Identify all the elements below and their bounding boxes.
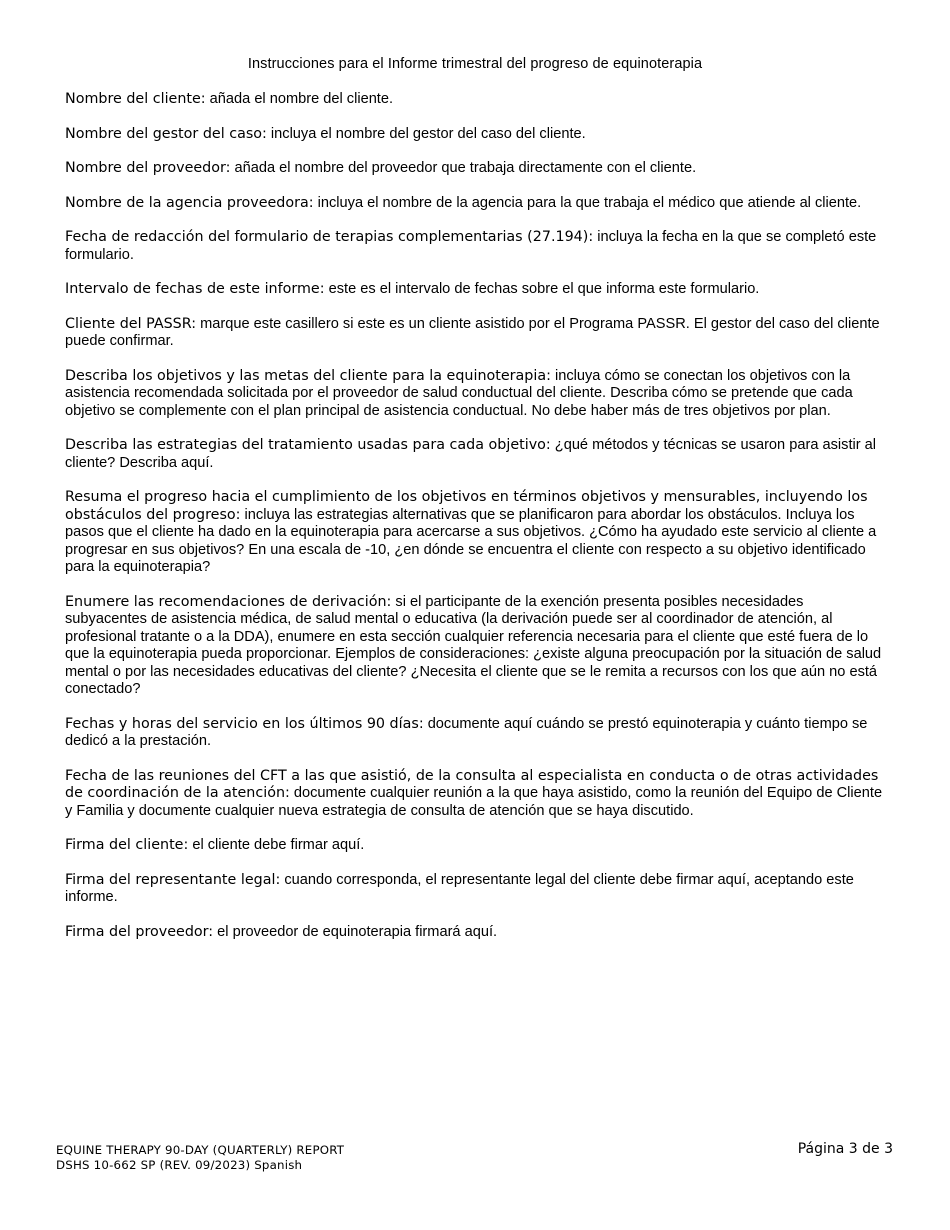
section-legal-rep-signature	[65, 872, 885, 907]
section-text: añada el nombre del proveedor que trabaja directamente con el cliente.	[230, 160, 697, 176]
section-text: incluya cómo se conectan los objetivos con la asistencia recomendada solicitada por el proveedor de salud conductual del cliente. Describa cómo se pretende que cada objetivo se complemente con el plan principal de asistencia conductual. No debe haber más de tres objetivos por plan.	[65, 367, 853, 419]
footer-form-number: DSHS 10-662 SP (REV. 09/2023) Spanish	[56, 1158, 303, 1172]
section-goals	[65, 368, 885, 421]
section-case-manager	[65, 126, 885, 144]
section-label: Enumere las recomendaciones de derivación:	[65, 593, 392, 610]
section-text: documente cualquier reunión a la que haya asistido, como la reunión del Equipo de Cliente y Familia y documente cualquier nueva estrategia de consulta de atención que se haya discutido.	[65, 785, 883, 819]
section-client-name	[65, 91, 885, 109]
section-text: incluya la fecha en la que se completó este formulario.	[65, 229, 877, 263]
section-label: Fecha de redacción del formulario de terapias complementarias (27.194):	[65, 229, 594, 245]
section-text: el proveedor de equinoterapia firmará aquí.	[213, 923, 498, 940]
section-provider-agency	[65, 195, 885, 213]
section-progress-summary	[65, 489, 885, 577]
page-title: Instrucciones para el Informe trimestral del progreso de equinoterapia	[247, 56, 703, 72]
section-label: Resuma el progreso hacia el cumplimiento de los objetivos en términos objetivos y mensurables, incluyendo los obstáculos del progreso:	[65, 489, 868, 523]
section-label: Nombre de la agencia proveedora:	[65, 194, 314, 211]
footer-form-info	[56, 1143, 344, 1173]
section-text: cuando corresponda, el representante legal del cliente debe firmar aquí, aceptando este informe.	[65, 871, 854, 905]
section-text: incluya el nombre de la agencia para la que trabaja el médico que atiende al cliente.	[313, 194, 862, 211]
section-client-signature	[65, 837, 885, 855]
section-passr-client	[65, 316, 885, 351]
section-label: Firma del cliente:	[65, 837, 189, 853]
section-service-dates	[65, 716, 885, 751]
section-text: añada el nombre del cliente.	[205, 91, 394, 107]
section-label: Fechas y horas del servicio en los últimos 90 días:	[65, 715, 424, 732]
section-provider-name	[65, 160, 885, 178]
section-text: marque este casillero si este es un cliente asistido por el Programa PASSR. El gestor del caso del cliente puede confirmar.	[65, 315, 880, 349]
section-label: Nombre del gestor del caso:	[65, 125, 267, 142]
section-text: ¿qué métodos y técnicas se usaron para asistir al cliente? Describa aquí.	[65, 437, 877, 471]
section-text: incluya las estrategias alternativas que se planificaron para abordar los obstáculos. Incluya los pasos que el cliente ha dado en la equinoterapia para acercarse a sus objetivos. ¿Cómo ha ayudado este servicio al cliente a progresar en sus objetivos? En una escala de -10, ¿en dónde se encuentra el cliente con respecto a su objetivo identificado para la equinoterapia?	[65, 506, 877, 575]
page-number: Página 3 de 3	[797, 1141, 893, 1157]
section-provider-signature	[65, 924, 885, 942]
section-text: documente aquí cuándo se prestó equinoterapia y cuánto tiempo se dedicó a la prestación.	[65, 715, 868, 749]
section-label: Intervalo de fechas de este informe:	[65, 281, 325, 297]
section-label: Cliente del PASSR:	[65, 315, 197, 332]
section-text: el cliente debe firmar aquí.	[188, 837, 365, 853]
section-text: incluya el nombre del gestor del caso del cliente.	[266, 125, 586, 142]
section-text: este es el intervalo de fechas sobre el que informa este formulario.	[324, 281, 760, 297]
section-form-date	[65, 229, 885, 264]
section-label: Nombre del cliente:	[65, 91, 206, 107]
section-label: Firma del representante legal:	[65, 871, 281, 888]
footer-form-name: EQUINE THERAPY 90-DAY (QUARTERLY) REPORT	[56, 1143, 345, 1157]
section-label: Nombre del proveedor:	[65, 160, 231, 176]
section-date-range	[65, 281, 885, 299]
section-label: Fecha de las reuniones del CFT a las que asistió, de la consulta al especialista en conducta o de otras actividades de coordinación de la atención:	[65, 767, 879, 801]
section-label: Describa los objetivos y las metas del cliente para la equinoterapia:	[65, 367, 551, 384]
instruction-list	[65, 91, 885, 958]
section-strategies	[65, 437, 885, 472]
section-text: si el participante de la exención presenta posibles necesidades subyacentes de asistencia médica, de salud mental o educativa (la derivación puede ser al coordinador de atención, al profesional tratante o a la DDA), enumere en esta sección cualquier referencia necesaria para el cliente que esté fuera de lo que la equinoterapia pueda proporcionar. Ejemplos de consideraciones: ¿existe alguna preocupación por la situación de salud mental o por las necesidades educativas del cliente? ¿Necesita el cliente que se le remita a recursos con los que aún no está conectado?	[65, 593, 882, 697]
section-label: Firma del proveedor:	[65, 923, 214, 940]
section-label: Describa las estrategias del tratamiento usadas para cada objetivo:	[65, 437, 551, 453]
section-cft-meetings	[65, 768, 885, 821]
section-referrals	[65, 594, 885, 699]
